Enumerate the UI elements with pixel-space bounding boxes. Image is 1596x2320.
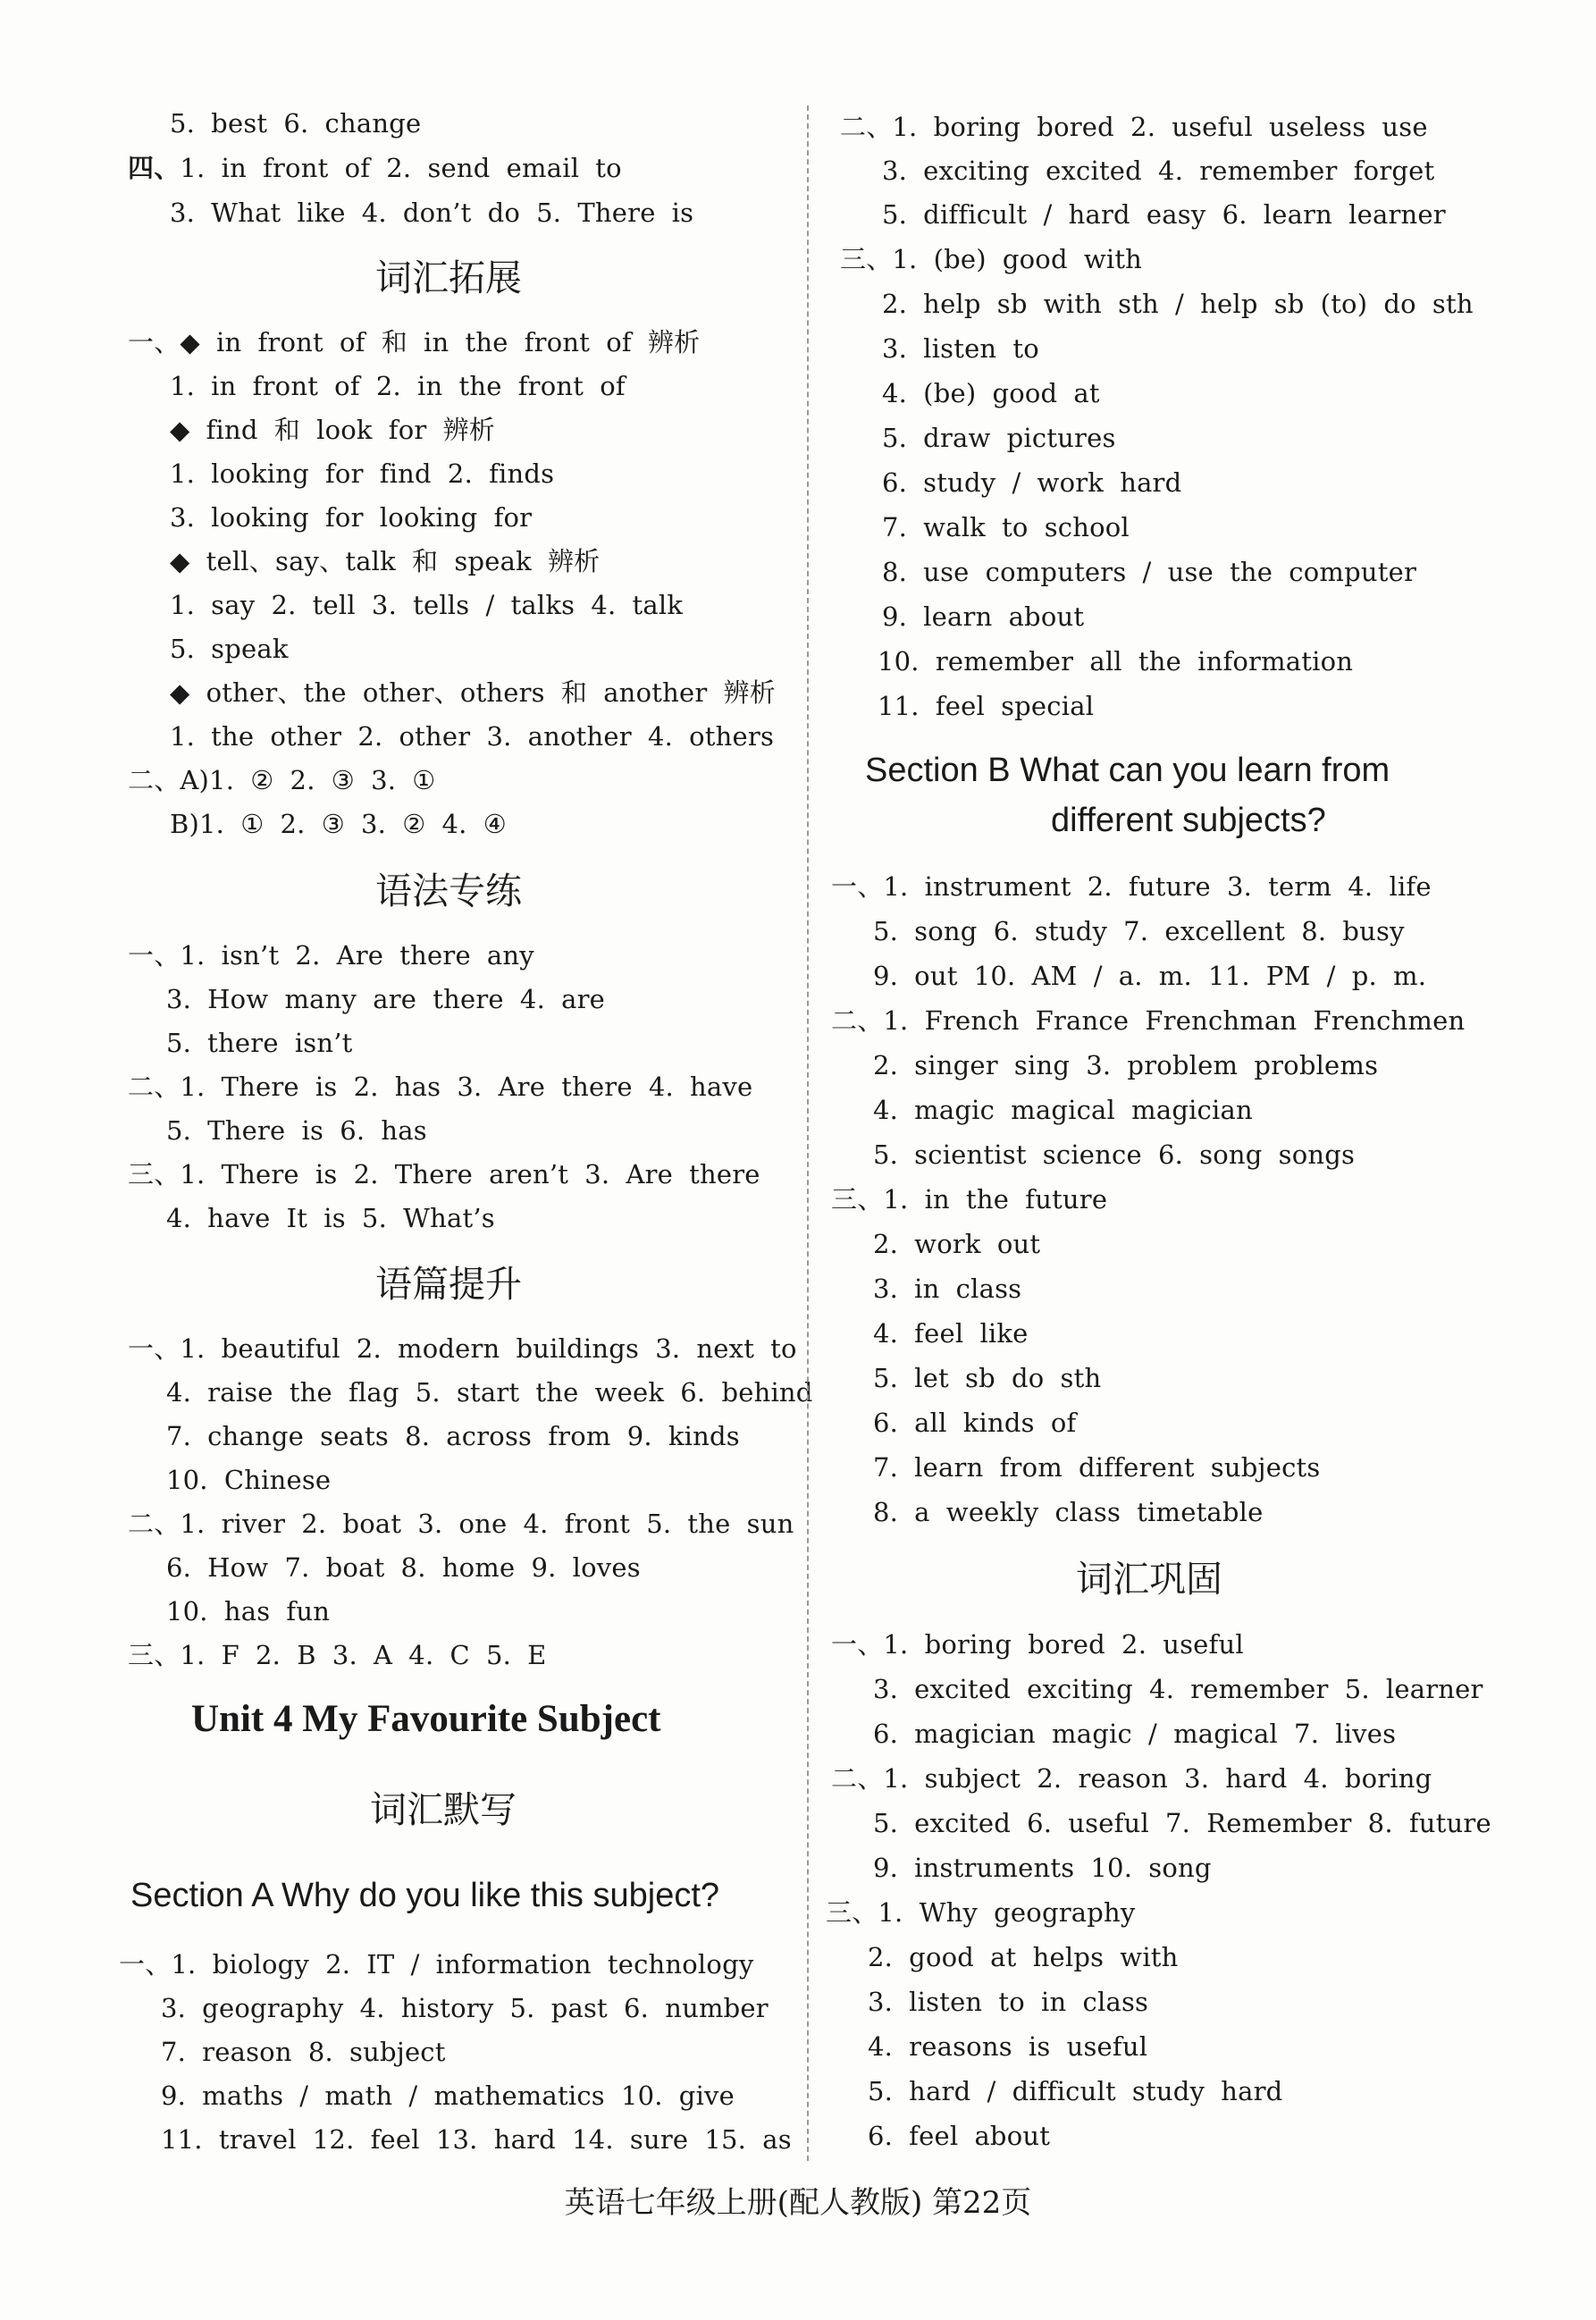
answer-line: 10. remember all the information xyxy=(878,646,1354,677)
answer-line: 一、1. isn’t 2. Are there any xyxy=(128,940,534,971)
answer-line: 1. the other 2. other 3. another 4. others xyxy=(170,721,775,752)
section-number: 四、 xyxy=(128,153,181,183)
answer-line: 4. magic magical magician xyxy=(873,1095,1253,1125)
heading-grammar: 语法专练 xyxy=(375,870,522,912)
heading-passage: 语篇提升 xyxy=(375,1263,522,1306)
answer-text: 1. in front of 2. send email to xyxy=(180,153,622,183)
answer-line: 5. there isn’t xyxy=(166,1028,353,1058)
answer-line: 5. let sb do sth xyxy=(873,1363,1102,1393)
answer-line: 二、A)1. ② 2. ③ 3. ① xyxy=(128,765,436,795)
answer-line: 11. feel special xyxy=(878,691,1095,721)
answer-line: 3. excited exciting 4. remember 5. learner xyxy=(873,1674,1483,1704)
answer-line: 三、1. (be) good with xyxy=(840,244,1143,274)
answer-line: 5. best 6. change xyxy=(170,108,422,139)
answer-line: 5. hard / difficult study hard xyxy=(868,2076,1283,2106)
answer-line: 二、1. There is 2. has 3. Are there 4. have xyxy=(128,1072,753,1102)
answer-line: ◆ find 和 look for 辨析 xyxy=(170,415,495,445)
answer-line: 3. listen to xyxy=(882,333,1039,364)
answer-line: B)1. ① 2. ③ 3. ② 4. ④ xyxy=(170,809,507,839)
answer-line: 一、◆ in front of 和 in the front of 辨析 xyxy=(128,327,701,357)
answer-line: 二、1. boring bored 2. useful useless use xyxy=(840,112,1428,142)
page-footer: 英语七年级上册(配人教版) 第22页 xyxy=(564,2185,1032,2221)
answer-line: 2. singer sing 3. problem problems xyxy=(873,1050,1379,1080)
heading-consolidate: 词汇巩固 xyxy=(1076,1558,1222,1601)
answer-line: 5. difficult / hard easy 6. learn learner xyxy=(882,199,1446,230)
answer-line: 2. work out xyxy=(873,1229,1041,1259)
answer-line: 3. What like 4. don’t do 5. There is xyxy=(170,198,694,228)
answer-line xyxy=(128,150,622,186)
heading-dictation: 词汇默写 xyxy=(370,1788,517,1831)
answer-line: 9. learn about xyxy=(882,601,1085,632)
answer-line: 1. in front of 2. in the front of xyxy=(170,371,626,401)
answer-line: 一、1. boring bored 2. useful xyxy=(831,1629,1244,1660)
answer-line: 4. feel like xyxy=(873,1318,1029,1349)
answer-line: 11. travel 12. feel 13. hard 14. sure 15. as xyxy=(161,2124,792,2155)
answer-line: 二、1. subject 2. reason 3. hard 4. boring xyxy=(831,1763,1432,1794)
answer-line: 3. geography 4. history 5. past 6. number xyxy=(161,1993,769,2023)
answer-line: 6. study / work hard xyxy=(882,467,1182,498)
answer-line: 5. song 6. study 7. excellent 8. busy xyxy=(873,916,1405,946)
answer-line: 9. maths / math / mathematics 10. give xyxy=(161,2080,735,2111)
answer-line: 10. Chinese xyxy=(166,1465,332,1495)
answer-line: 3. looking for looking for xyxy=(170,502,533,533)
answer-line: ◆ other、the other、others 和 another 辨析 xyxy=(170,677,776,708)
column-divider xyxy=(807,105,809,2161)
answer-line: ◆ tell、say、talk 和 speak 辨析 xyxy=(170,546,601,576)
answer-line: 7. walk to school xyxy=(882,512,1130,542)
answer-line: 7. learn from different subjects xyxy=(873,1452,1321,1483)
answer-line: 7. reason 8. subject xyxy=(161,2037,446,2067)
answer-line: 4. raise the flag 5. start the week 6. behind xyxy=(166,1377,813,1408)
answer-line: 二、1. river 2. boat 3. one 4. front 5. the sun xyxy=(128,1509,794,1539)
answer-line: 9. instruments 10. song xyxy=(873,1853,1212,1883)
heading-vocab-extension: 词汇拓展 xyxy=(375,256,522,299)
answer-line: 三、1. There is 2. There aren’t 3. Are there xyxy=(128,1159,760,1189)
answer-line: 7. change seats 8. across from 9. kinds xyxy=(166,1421,740,1451)
answer-line: 10. has fun xyxy=(166,1596,331,1627)
answer-line: 3. listen to in class xyxy=(868,1987,1149,2017)
unit-title: Unit 4 My Favourite Subject xyxy=(191,1698,661,1740)
answer-line: 4. reasons is useful xyxy=(868,2031,1148,2062)
answer-line: 三、1. F 2. B 3. A 4. C 5. E xyxy=(128,1640,547,1670)
answer-line: 3. in class xyxy=(873,1273,1022,1304)
section-a-title: Section A Why do you like this subject? xyxy=(130,1877,720,1914)
answer-line: 三、1. Why geography xyxy=(826,1897,1136,1928)
answer-line: 一、1. instrument 2. future 3. term 4. life xyxy=(831,871,1432,902)
answer-line: 一、1. biology 2. IT / information technology xyxy=(119,1949,754,1980)
answer-line: 3. exciting excited 4. remember forget xyxy=(882,156,1435,186)
answer-line: 6. feel about xyxy=(868,2121,1051,2151)
answer-line: 6. magician magic / magical 7. lives xyxy=(873,1719,1397,1749)
answer-line: 三、1. in the future xyxy=(831,1184,1108,1215)
answer-line: 6. all kinds of xyxy=(873,1408,1077,1438)
answer-line: 4. (be) good at xyxy=(882,378,1100,408)
answer-line: 1. looking for find 2. finds xyxy=(170,458,555,489)
answer-line: 4. have It is 5. What’s xyxy=(166,1203,495,1233)
answer-line: 2. good at helps with xyxy=(868,1942,1179,1972)
section-b-title: Section B What can you learn from xyxy=(865,752,1390,789)
answer-line: 6. How 7. boat 8. home 9. loves xyxy=(166,1552,641,1583)
answer-line: 9. out 10. AM / a. m. 11. PM / p. m. xyxy=(873,961,1427,991)
answer-line: 二、1. French France Frenchman Frenchmen xyxy=(831,1005,1466,1036)
answer-line: 2. help sb with sth / help sb (to) do sth xyxy=(882,289,1474,319)
answer-line: 5. excited 6. useful 7. Remember 8. future xyxy=(873,1808,1491,1838)
section-b-title-cont: different subjects? xyxy=(1051,802,1326,839)
answer-line: 1. say 2. tell 3. tells / talks 4. talk xyxy=(170,590,684,620)
answer-line: 5. speak xyxy=(170,634,289,664)
answer-line: 一、1. beautiful 2. modern buildings 3. next to xyxy=(128,1333,797,1364)
answer-line: 5. There is 6. has xyxy=(166,1115,427,1146)
answer-line: 3. How many are there 4. are xyxy=(166,984,606,1014)
answer-line: 5. draw pictures xyxy=(882,423,1116,453)
answer-line: 8. a weekly class timetable xyxy=(873,1497,1264,1527)
answer-line: 8. use computers / use the computer xyxy=(882,557,1417,587)
answer-line: 5. scientist science 6. song songs xyxy=(873,1139,1356,1170)
